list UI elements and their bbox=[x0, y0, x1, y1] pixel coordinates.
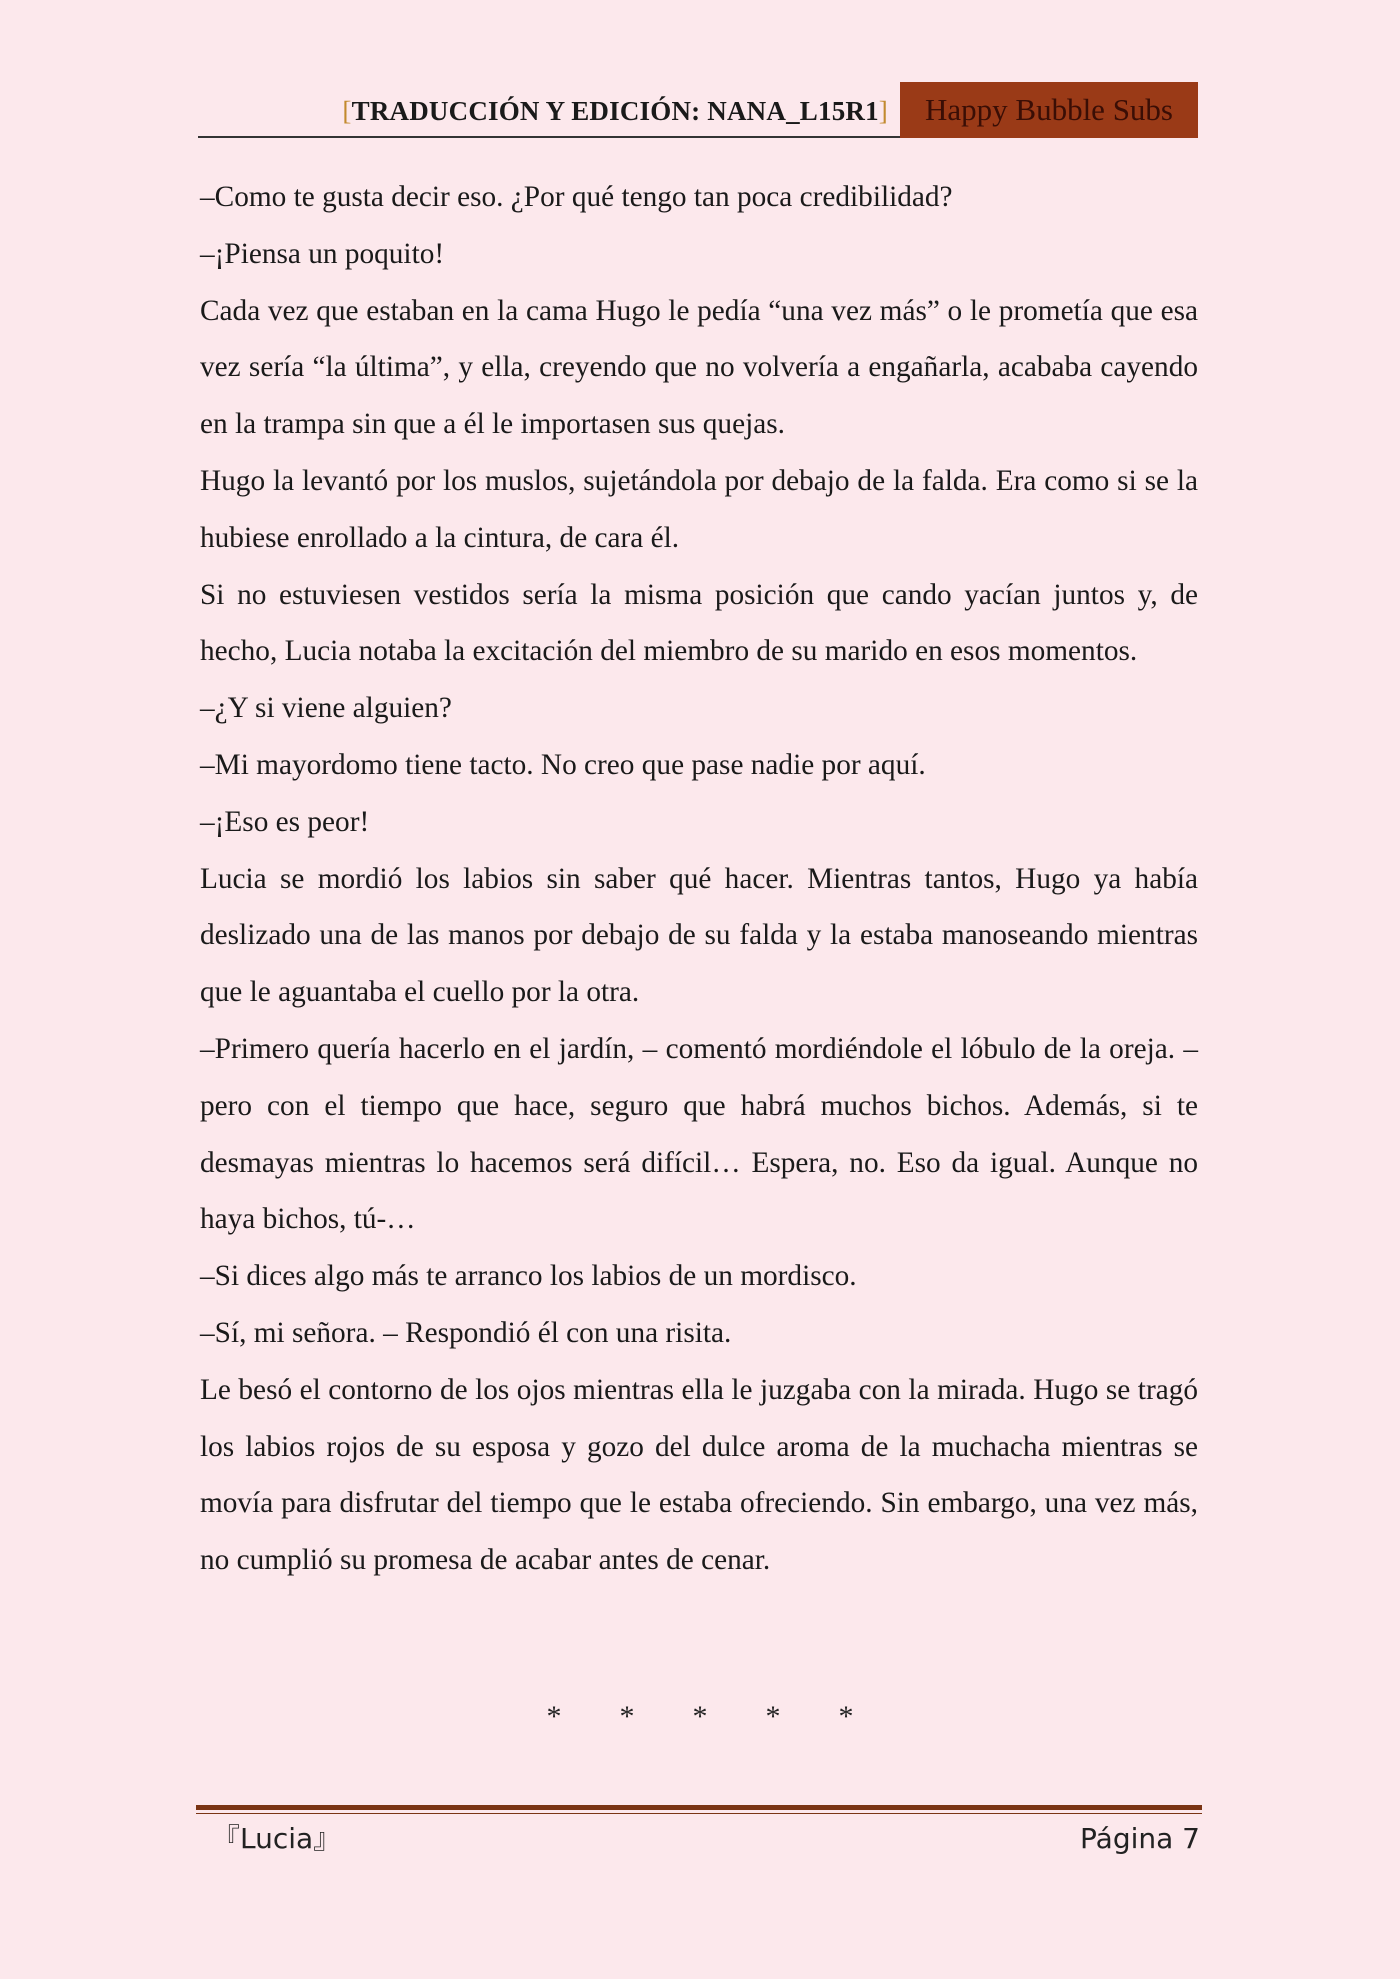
paragraph: Lucia se mordió los labios sin saber qué hacer. Mientras tantos, Hugo ya había deslizado una de las manos por debajo de su falda y la estaba manoseando mientras que le aguantaba el cuello por la otra. bbox=[200, 862, 1198, 1009]
header-title-text: TRADUCCIÓN Y EDICIÓN: NANA_L15R1 bbox=[351, 96, 879, 126]
separator-asterisk: * bbox=[838, 1700, 854, 1733]
paragraph: –Si dices algo más te arranco los labios de un mordisco. bbox=[200, 1260, 857, 1293]
paragraph: Le besó el contorno de los ojos mientras ella le juzgaba con la mirada. Hugo se tragó los labios rojos de su esposa y gozo del dulce aroma de la muchacha mientras se movía para disfrutar del tiempo que le estaba ofreciendo. Sin embargo, una vez más, no cumplió su promesa de acabar antes de cenar. bbox=[200, 1373, 1198, 1577]
header-title bbox=[342, 96, 888, 127]
paragraph: –¡Piensa un poquito! bbox=[200, 237, 445, 270]
header-open-bracket: [ bbox=[342, 96, 352, 126]
page-header bbox=[198, 82, 1200, 138]
footer-rule-thin bbox=[196, 1813, 1202, 1814]
header-badge: Happy Bubble Subs bbox=[900, 82, 1198, 138]
paragraph: –¿Y si viene alguien? bbox=[200, 692, 452, 725]
header-close-bracket: ] bbox=[878, 96, 888, 126]
page-body bbox=[200, 169, 1198, 1589]
paragraph: –Como te gusta decir eso. ¿Por qué tengo tan poca credibilidad? bbox=[200, 181, 953, 213]
paragraph: –Primero quería hacerlo en el jardín, – comentó mordiéndole el lóbulo de la oreja. – pero con el tiempo que hace, seguro que habrá muchos bichos. Además, si te desmayas mientras lo hacemos será difícil… Espera, no. Eso da igual. Aunque no haya bichos, tú-… bbox=[200, 1032, 1198, 1236]
paragraph: Cada vez que estaban en la cama Hugo le pedía “una vez más” o le prometía que esa vez sería “la última”, y ella, creyendo que no volvería a engañarla, acababa cayendo en la trampa sin que a él le importasen sus quejas. bbox=[200, 294, 1198, 441]
separator-asterisk: * bbox=[692, 1700, 708, 1733]
paragraph: Hugo la levantó por los muslos, sujetándola por debajo de la falda. Era como si se la hubiese enrollado a la cintura, de cara él. bbox=[200, 464, 1198, 554]
scene-separator bbox=[200, 1700, 1200, 1750]
separator-asterisk: * bbox=[619, 1700, 635, 1733]
paragraph: –¡Eso es peor! bbox=[200, 805, 370, 838]
paragraph: –Sí, mi señora. – Respondió él con una risita. bbox=[200, 1316, 732, 1349]
separator-asterisk: * bbox=[765, 1700, 781, 1733]
footer-book-title: 『Lucia』 bbox=[212, 1822, 342, 1855]
paragraph: –Mi mayordomo tiene tacto. No creo que pase nadie por aquí. bbox=[200, 748, 926, 781]
footer-page-number: Página 7 bbox=[1080, 1822, 1200, 1855]
paragraph: Si no estuviesen vestidos sería la misma posición que cando yacían juntos y, de hecho, Lucia notaba la excitación del miembro de su marido en esos momentos. bbox=[200, 578, 1198, 668]
separator-asterisk: * bbox=[546, 1700, 562, 1733]
header-rule bbox=[198, 136, 900, 138]
footer-rule bbox=[196, 1805, 1202, 1810]
